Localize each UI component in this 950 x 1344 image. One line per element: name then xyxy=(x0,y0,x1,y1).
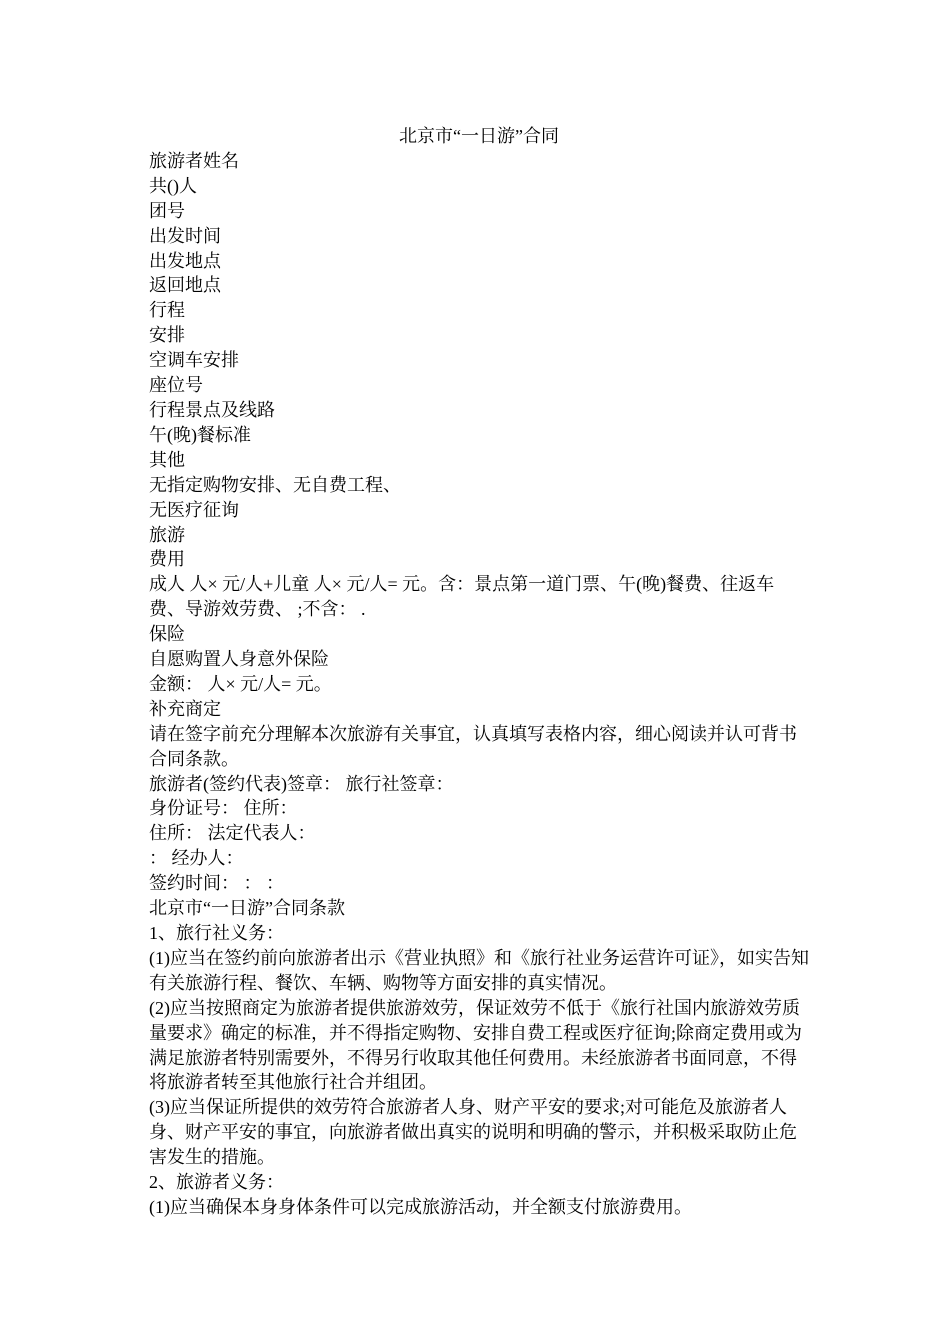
field-group-number: 团号 xyxy=(149,200,185,221)
field-departure-place: 出发地点 xyxy=(149,250,221,271)
insurance-text: 自愿购置人身意外保险 xyxy=(149,649,329,670)
field-seat-number: 座位号 xyxy=(149,375,203,396)
field-fee-label: 费用 xyxy=(149,549,185,570)
field-arrangement: 安排 xyxy=(149,325,185,346)
signature-line: 身份证号： 住所： xyxy=(149,798,298,819)
field-no-medical: 无医疗征询 xyxy=(149,499,239,520)
field-itinerary: 行程 xyxy=(149,300,185,321)
insurance-label: 保险 xyxy=(149,624,185,645)
tourist-duty-item: (1)应当确保本身身体条件可以完成旅游活动，并全额支付旅游费用。 xyxy=(149,1196,692,1217)
field-tour-label: 旅游 xyxy=(149,524,185,545)
agency-duty-item: (1)应当在签约前向旅游者出示《营业执照》和《旅行社业务运营许可证》，如实告知有关旅游行程、餐饮、车辆、购物等方面安排的真实情况。 xyxy=(149,947,809,993)
field-other: 其他 xyxy=(149,449,185,470)
field-return-place: 返回地点 xyxy=(149,275,221,296)
field-bus-arrangement: 空调车安排 xyxy=(149,350,239,371)
field-headcount: 共()人 xyxy=(149,175,197,196)
document-page xyxy=(149,124,809,1220)
field-departure-time: 出发时间 xyxy=(149,225,221,246)
fee-text: 成人 人× 元/人+儿童 人× 元/人= 元。含：景点第一道门票、午(晚)餐费、往返车费、导游效劳费、 ;不含： . xyxy=(149,574,775,620)
signature-line: 住所： 法定代表人： xyxy=(149,823,316,844)
signature-line: 签约时间： ： ： xyxy=(149,873,284,894)
signature-line: ： 经办人： xyxy=(149,848,244,869)
amount-text: 金额： 人× 元/人= 元。 xyxy=(149,673,332,694)
agency-duty-item: (2)应当按照商定为旅游者提供旅游效劳，保证效劳不低于《旅行社国内旅游效劳质量要求》确定的标准，并不得指定购物、安排自费工程或医疗征询;除商定费用或为满足旅游者特别需要外，不得另行收取其他任何费用。未经旅游者书面同意，不得将旅游者转至其他旅行社合并组团。 xyxy=(149,997,802,1093)
agency-duty-item: (3)应当保证所提供的效劳符合旅游者人身、财产平安的要求;对可能危及旅游者人身、财产平安的事宜，向旅游者做出真实的说明和明确的警示，并积极采取防止危害发生的措施。 xyxy=(149,1097,797,1168)
signature-line: 旅游者(签约代表)签章： 旅行社签章： xyxy=(149,773,454,794)
field-no-shopping: 无指定购物安排、无自费工程、 xyxy=(149,474,401,495)
supplement-label: 补充商定 xyxy=(149,698,221,719)
tourist-duty-title: 2、旅游者义务： xyxy=(149,1172,284,1193)
field-route: 行程景点及线路 xyxy=(149,399,275,420)
agency-duty-title: 1、旅行社义务： xyxy=(149,923,284,943)
notice-text: 请在签字前充分理解本次旅游有关事宜，认真填写表格内容，细心阅读并认可背书合同条款。 xyxy=(149,723,797,769)
field-tourist-name: 旅游者姓名 xyxy=(149,150,239,171)
field-meal-standard: 午(晚)餐标准 xyxy=(149,424,251,445)
contract-title: 北京市“一日游”合同 xyxy=(399,126,559,146)
terms-title: 北京市“一日游”合同条款 xyxy=(149,898,345,919)
